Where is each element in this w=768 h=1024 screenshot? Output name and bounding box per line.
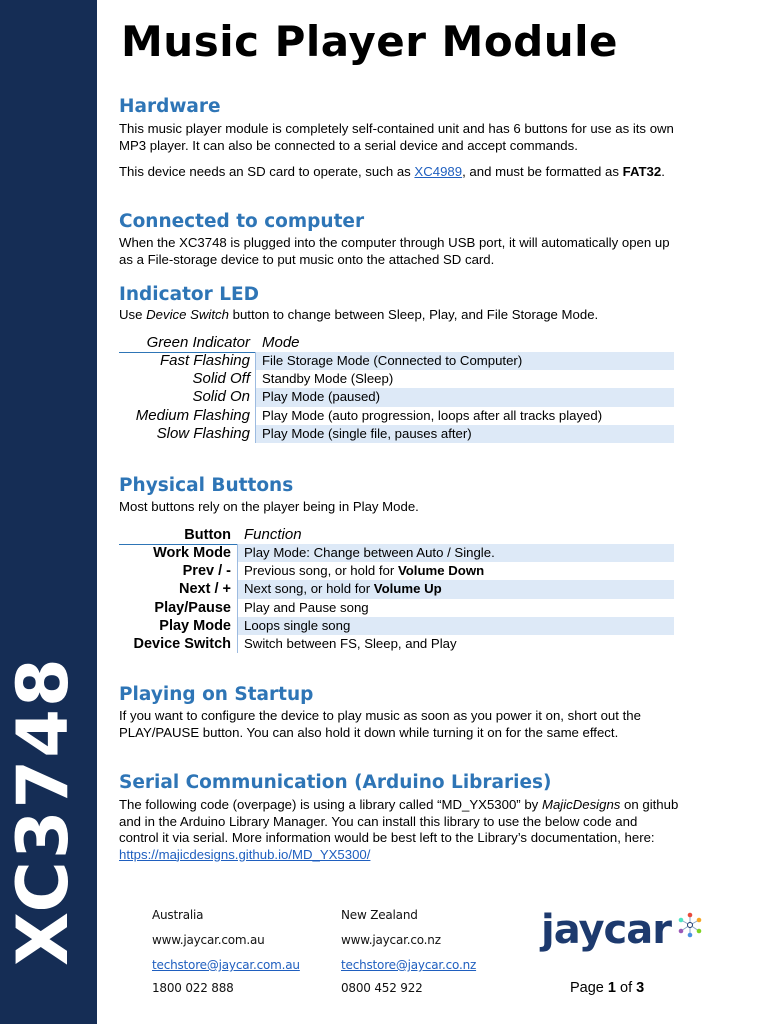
function-cell: Loops single song [238,617,674,635]
volume-up-text: Volume Up [373,581,442,597]
col-mode: Mode [262,334,300,351]
footer-au-phone: 1800 022 888 [152,981,234,995]
text: Use [119,307,147,322]
serial-heading: Serial Communication (Arduino Libraries) [119,772,552,793]
startup-paragraph: If you want to configure the device to play music as soon as you power it on, short out the PLAY/PAUSE button. You can also hold it down while turning it on for the same effect. [119,708,641,740]
text: Previous song, or hold for [244,563,398,579]
page-total: 3 [636,980,645,996]
mode-cell: Play Mode (single file, pauses after) [256,425,674,443]
footer-nz-phone: 0800 452 922 [341,981,423,995]
mode-cell: Play Mode (auto progression, loops after all tracks played) [262,407,603,423]
button-cell: Play/Pause [154,599,231,616]
indicator-table-header [119,334,674,352]
table-row [119,370,674,388]
function-cell [238,580,674,598]
indicator-table [119,334,674,443]
function-cell [238,562,674,580]
table-row [119,425,674,443]
footer-au-email[interactable] [152,958,300,972]
connected-heading: Connected to computer [119,211,365,232]
text: The following code (overpage) is using a library called “MD_YX5300” by [119,797,542,812]
text: Next song, or hold for [244,581,374,597]
footer-nz-country: New Zealand [341,908,418,922]
buttons-table [119,526,674,653]
table-row [119,617,674,635]
mode-cell: Play Mode (paused) [256,388,674,406]
buttons-heading: Physical Buttons [119,475,294,496]
jaycar-logo-mark-icon [677,912,703,938]
product-code: XC3748 [2,656,84,966]
footer-au-country: Australia [152,908,204,922]
function-cell: Play and Pause song [244,599,369,615]
text: Play Mode: Change between Auto / Single. [244,545,495,560]
button-cell: Work Mode [153,545,231,561]
page-number: 1 [607,980,616,996]
button-cell: Prev / - [182,563,231,580]
table-row [119,407,674,425]
indicator-heading: Indicator LED [119,284,259,305]
hardware-paragraph-1: This music player module is completely self-contained unit and has 6 buttons for use as its own MP3 player. It can also be connected to a serial device and accept commands. [119,121,674,153]
button-cell: Device Switch [133,635,231,652]
table-row [119,635,674,653]
connected-paragraph: When the XC3748 is plugged into the computer through USB port, it will automatically open up as a File-storage device to put music onto the attached SD card. [119,235,670,267]
library-docs-link[interactable]: https://majicdesigns.github.io/MD_YX5300/ [119,846,371,862]
col-button: Button [184,527,231,543]
footer-au-web[interactable]: www.jaycar.com.au [152,933,265,947]
hardware-heading: Hardware [119,96,221,117]
table-row [119,352,674,370]
col-function: Function [244,526,302,543]
buttons-paragraph: Most buttons rely on the player being in Play Mode. [119,499,419,514]
table-row [119,562,674,580]
page-indicator [570,980,644,996]
button-cell: Play Mode [159,617,231,634]
indicator-cell: Medium Flashing [135,406,250,424]
indicator-cell: Slow Flashing [156,424,250,442]
au-email-link[interactable]: techstore@jaycar.com.au [152,958,300,972]
startup-heading: Playing on Startup [119,684,314,705]
serial-paragraph [119,797,679,863]
indicator-cell: Solid On [192,388,250,406]
table-row [119,599,674,617]
buttons-table-header [119,526,674,544]
button-cell: Next / + [179,581,231,598]
device-switch-text: Device Switch [146,307,229,322]
page-title: Music Player Module [121,17,619,66]
text: of [615,980,637,996]
footer-nz-web[interactable]: www.jaycar.co.nz [341,933,441,947]
text: This device needs an SD card to operate, such as [119,164,415,179]
col-green-indicator: Green Indicator [146,334,250,351]
indicator-cell: Solid Off [192,370,250,388]
nz-email-link[interactable]: techstore@jaycar.co.nz [341,958,477,972]
majicdesigns-text: MajicDesigns [541,797,621,812]
table-row [119,388,674,406]
mode-cell: Standby Mode (Sleep) [262,371,394,387]
text: on github and in the Arduino Library Manager. You can install this library to use the below code and control it via serial. More information would be best left to the Library’s documentation, here: [119,797,679,846]
table-row [119,580,674,598]
text: Page [570,980,608,996]
footer-nz-email[interactable] [341,958,476,972]
function-cell: Switch between FS, Sleep, and Play [244,635,457,651]
indicator-paragraph [119,307,679,324]
sidebar-band [0,0,97,1024]
text: , and must be formatted as [462,164,623,179]
indicator-cell: Fast Flashing [159,352,250,369]
mode-cell: File Storage Mode (Connected to Computer) [256,352,674,370]
text: button to change between Sleep, Play, and File Storage Mode. [228,307,599,322]
text: . [661,164,665,179]
table-row [119,544,674,562]
xc4989-link[interactable]: XC4989 [414,164,463,179]
hardware-paragraph-2 [119,164,679,181]
fat32-text: FAT32 [622,164,662,179]
function-cell [238,544,674,562]
jaycar-logo: jaycar [541,907,671,953]
volume-down-text: Volume Down [397,563,485,579]
